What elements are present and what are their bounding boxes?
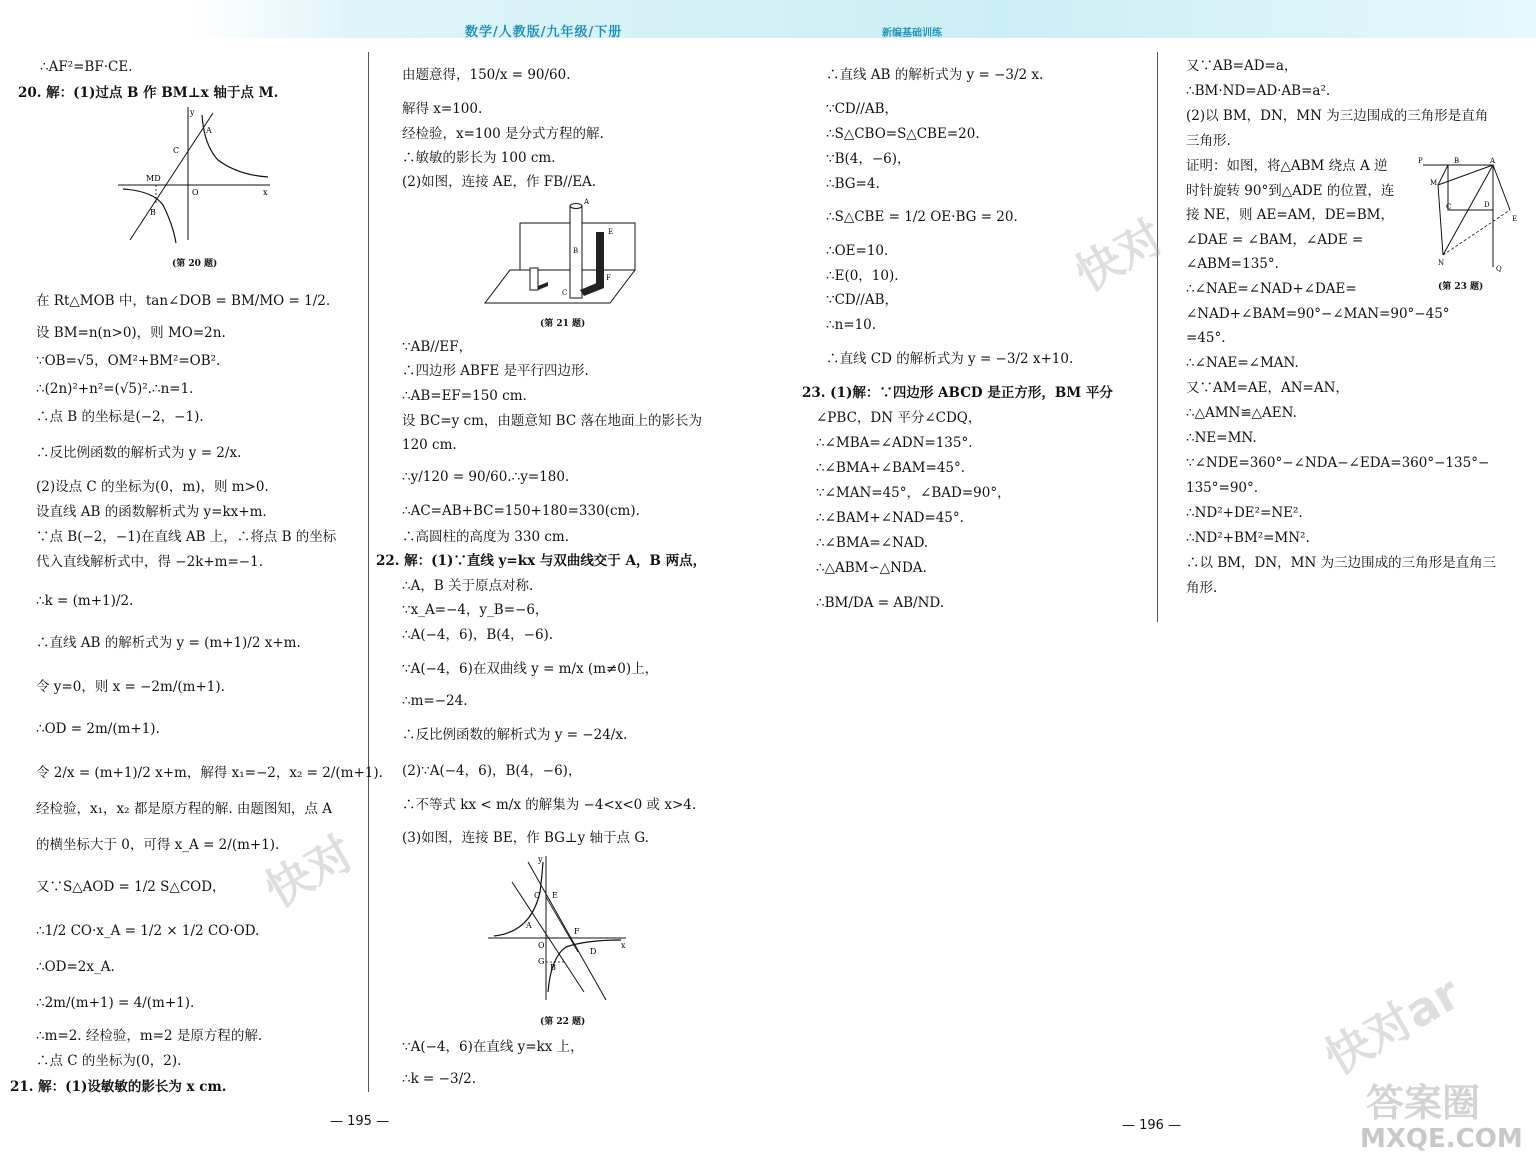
figure-21-diagram	[480, 198, 640, 310]
logo-url: MXQE.COM	[1360, 1124, 1523, 1154]
text-line: ∴直线 AB 的解析式为 y = −3/2 x.	[826, 67, 1044, 83]
text-line: =45°.	[1186, 330, 1226, 346]
text-line: ∠ABM=135°.	[1186, 256, 1279, 272]
text-line: 角形.	[1186, 580, 1218, 596]
text-line: ∴NE=MN.	[1186, 430, 1257, 446]
text-line: 在 Rt△MOB 中，tan∠DOB = BM/MO = 1/2.	[36, 293, 331, 309]
text-line: ∴△ABM∽△NDA.	[816, 560, 927, 576]
watermark-text: 快对	[1066, 209, 1173, 302]
text-line: ∵∠MAN=45°，∠BAD=90°，	[816, 485, 1011, 501]
text-line: ∴n=10.	[826, 317, 877, 333]
text-line: ∴点 B 的坐标是(−2，−1).	[36, 409, 204, 425]
text-line: 又∵S△AOD = 1/2 S△COD，	[36, 879, 226, 895]
text-line: ∴k = −3/2.	[402, 1071, 476, 1087]
text-line: 解得 x=100.	[402, 101, 483, 117]
figure-23-caption: (第 23 题)	[1438, 282, 1484, 292]
text-line: ∵A(−4，6)在直线 y=kx 上，	[402, 1039, 584, 1055]
text-line: ∵B(4，−6)，	[826, 151, 911, 167]
text-line: ∴OE=10.	[826, 243, 889, 259]
svg-text:F: F	[574, 927, 580, 936]
logo-title: 答案圈	[1366, 1081, 1481, 1125]
header-title: 数学/人教版/九年级/下册	[465, 25, 623, 40]
text-line: ∵∠NDE=360°−∠NDA−∠EDA=360°−135°−	[1186, 455, 1490, 471]
text-line: ∴直线 CD 的解析式为 y = −3/2 x+10.	[826, 351, 1074, 367]
text-line: ∵OB=√5，OM²+BM²=OB².	[36, 353, 221, 369]
text-line: ∠PBC，DN 平分∠CDQ，	[816, 410, 982, 426]
figure-22-caption: (第 22 题)	[540, 1017, 586, 1027]
svg-text:y: y	[538, 855, 543, 864]
figure-20-graph	[118, 105, 273, 245]
svg-text:E: E	[608, 228, 614, 236]
text-line: ∵A(−4，6)在双曲线 y = m/x (m≠0)上，	[402, 661, 659, 677]
svg-text:C: C	[1446, 203, 1452, 211]
text-line: 设 BM=n(n>0)，则 MO=2n.	[36, 325, 226, 341]
watermark-text: 快对ar	[1315, 965, 1469, 1086]
text-line: 又∵AB=AD=a，	[1186, 58, 1298, 74]
text-line: ∴∠MBA=∠ADN=135°.	[816, 435, 973, 451]
svg-text:B: B	[150, 208, 156, 217]
text-line: 代入直线解析式中，得 −2k+m=−1.	[36, 554, 263, 570]
svg-text:E: E	[552, 891, 558, 900]
question-20-heading: 20. 解：(1)过点 B 作 BM⊥x 轴于点 M.	[18, 85, 279, 101]
watermark-text: 快对	[256, 825, 363, 918]
question-23-heading: 23. (1)解：∵四边形 ABCD 是正方形，BM 平分	[802, 385, 1113, 401]
svg-text:M: M	[1430, 179, 1438, 187]
question-22-heading: 22. 解：(1)∵直线 y=kx 与双曲线交于 A，B 两点，	[376, 553, 707, 569]
svg-text:B: B	[573, 247, 579, 255]
text-line: ∴1/2 CO·x_A = 1/2 × 1/2 CO·OD.	[36, 923, 260, 939]
text-line: 由题意得，150/x = 90/60.	[402, 67, 571, 83]
text-line: 经检验，x=100 是分式方程的解.	[402, 126, 604, 142]
text-line: ∴k = (m+1)/2.	[36, 593, 134, 609]
text-line: 令 y=0，则 x = −2m/(m+1).	[36, 679, 225, 695]
text-line: ∴BG=4.	[826, 176, 880, 192]
svg-text:C: C	[534, 891, 541, 900]
text-line: (2)设点 C 的坐标为(0，m)，则 m>0.	[36, 479, 269, 495]
text-line: ∴A，B 关于原点对称.	[402, 578, 534, 594]
figure-22-graph	[486, 852, 631, 1002]
text-line: ∴四边形 ABFE 是平行四边形.	[402, 363, 589, 379]
text-line: ∴点 C 的坐标为(0，2).	[36, 1053, 182, 1069]
svg-text:MD: MD	[146, 174, 161, 183]
text-line: ∴S△CBE = 1/2 OE·BG = 20.	[826, 209, 1018, 225]
text-line: (3)如图，连接 BE，作 BG⊥y 轴于点 G.	[402, 830, 649, 846]
svg-text:O: O	[192, 188, 199, 197]
text-line: ∴m=2. 经检验，m=2 是原方程的解.	[36, 1028, 263, 1044]
text-line: ∴∠BMA=∠NAD.	[816, 535, 929, 551]
text-line: 证明：如图，将△ABM 绕点 A 逆	[1186, 158, 1388, 174]
text-line: ∴(2n)²+n²=(√5)².∴n=1.	[36, 381, 194, 397]
text-line: ∴2m/(m+1) = 4/(m+1).	[36, 995, 195, 1011]
svg-text:C: C	[562, 289, 568, 297]
svg-text:Q: Q	[1496, 265, 1502, 273]
text-line: ∴高圆柱的高度为 330 cm.	[402, 529, 570, 545]
svg-text:D: D	[1484, 201, 1490, 209]
svg-text:C: C	[173, 146, 180, 155]
svg-text:B: B	[550, 963, 556, 972]
text-line: ∵AB//EF，	[402, 339, 473, 355]
text-line: ∵x_A=−4，y_B=−6，	[402, 602, 549, 618]
text-line: (2)如图，连接 AE，作 FB//EA.	[402, 174, 597, 190]
svg-text:x: x	[263, 188, 268, 197]
site-logo	[1358, 1058, 1528, 1158]
text-line: ∴∠NAE=∠NAD+∠DAE=	[1186, 281, 1357, 297]
text-line: ∴∠NAE=∠MAN.	[1186, 355, 1299, 371]
svg-text:A: A	[584, 198, 590, 206]
figure-23-diagram	[1418, 155, 1518, 273]
column-divider-right	[1157, 52, 1158, 622]
svg-text:N: N	[1438, 259, 1445, 267]
svg-text:P: P	[1418, 157, 1423, 165]
text-line: 的横坐标大于 0，可得 x_A = 2/(m+1).	[36, 837, 280, 853]
figure-20-caption: (第 20 题)	[172, 259, 218, 269]
text-line: ∴BM/DA = AB/ND.	[816, 595, 945, 611]
figure-21-caption: (第 21 题)	[540, 319, 586, 329]
svg-text:E: E	[1512, 215, 1518, 223]
text-line: 时针旋转 90°到△ADE 的位置，连	[1186, 183, 1395, 199]
text-line: ∴y/120 = 90/60.∴y=180.	[402, 469, 570, 485]
svg-text:D: D	[590, 947, 597, 956]
text-line: ∴敏敏的影长为 100 cm.	[402, 150, 556, 166]
text-line: ∵CD//AB，	[826, 101, 899, 117]
text-line: ∴AB=EF=150 cm.	[402, 388, 527, 404]
svg-text:A: A	[1490, 157, 1496, 165]
text-line: 设直线 AB 的函数解析式为 y=kx+m.	[36, 504, 267, 520]
text-line: ∴AF²=BF·CE.	[40, 59, 133, 75]
svg-text:y: y	[190, 108, 195, 117]
svg-text:A: A	[526, 921, 532, 930]
text-line: ∠DAE = ∠BAM，∠ADE =	[1186, 232, 1364, 248]
text-line: ∴OD = 2m/(m+1).	[36, 721, 160, 737]
text-line: ∵CD//AB，	[826, 292, 899, 308]
text-line: 经检验，x₁，x₂ 都是原方程的解. 由题图知，点 A	[36, 801, 332, 817]
text-line: ∴m=−24.	[402, 693, 468, 709]
text-line: ∴∠BAM+∠NAD=45°.	[816, 510, 964, 526]
text-line: ∴直线 AB 的解析式为 y = (m+1)/2 x+m.	[36, 635, 301, 651]
text-line: ∴以 BM，DN，MN 为三边围成的三角形是直角三	[1186, 555, 1497, 571]
text-line: 135°=90°.	[1186, 480, 1259, 496]
text-line: ∴反比例函数的解析式为 y = 2/x.	[36, 445, 242, 461]
text-line: 又∵AM=AE，AN=AN，	[1186, 380, 1349, 396]
text-line: ∴反比例函数的解析式为 y = −24/x.	[402, 727, 628, 743]
text-line: 接 NE，则 AE=AM，DE=BM，	[1186, 207, 1394, 223]
header-band	[190, 0, 1536, 38]
text-line: (2)∵A(−4，6)，B(4，−6)，	[402, 763, 582, 779]
text-line: 三角形.	[1186, 133, 1231, 149]
text-line: ∴∠BMA+∠BAM=45°.	[816, 460, 966, 476]
svg-text:F: F	[606, 274, 611, 282]
text-line: ∴AC=AB+BC=150+180=330(cm).	[402, 503, 640, 519]
column-divider-left	[368, 52, 369, 1092]
text-line: (2)以 BM，DN，MN 为三边围成的三角形是直角	[1186, 108, 1489, 124]
svg-text:x: x	[621, 941, 626, 950]
text-line: ∴E(0，10).	[826, 268, 899, 284]
text-line: ∴S△CBO=S△CBE=20.	[826, 126, 980, 142]
question-21-heading: 21. 解：(1)设敏敏的影长为 x cm.	[10, 1079, 227, 1095]
text-line: ∠NAD+∠BAM=90°−∠MAN=90°−45°	[1186, 306, 1450, 322]
text-line: 120 cm.	[402, 437, 457, 453]
svg-text:A: A	[206, 126, 212, 135]
page-number-right: — 196 —	[1122, 1118, 1182, 1133]
text-line: ∴不等式 kx < m/x 的解集为 −4<x<0 或 x>4.	[402, 797, 697, 813]
page-number-left: — 195 —	[330, 1114, 390, 1129]
text-line: ∴OD=2x_A.	[36, 959, 115, 975]
text-line: 设 BC=y cm，由题意知 BC 落在地面上的影长为	[402, 413, 702, 429]
text-line: ∴ND²+DE²=NE².	[1186, 505, 1303, 521]
text-line: ∴ND²+BM²=MN².	[1186, 530, 1310, 546]
header-series-name: 新编基础训练	[882, 28, 942, 39]
text-line: ∴BM·ND=AD·AB=a².	[1186, 83, 1331, 99]
svg-text:B: B	[1454, 157, 1460, 165]
text-line: ∴△AMN≌△AEN.	[1186, 405, 1297, 421]
text-line: 令 2/x = (m+1)/2 x+m，解得 x₁=−2，x₂ = 2/(m+1).	[36, 765, 383, 781]
text-line: ∴A(−4，6)，B(4，−6).	[402, 627, 554, 643]
svg-text:O: O	[538, 941, 545, 950]
text-line: ∵点 B(−2，−1)在直线 AB 上，∴将点 B 的坐标	[36, 529, 337, 545]
svg-text:G: G	[538, 957, 545, 966]
